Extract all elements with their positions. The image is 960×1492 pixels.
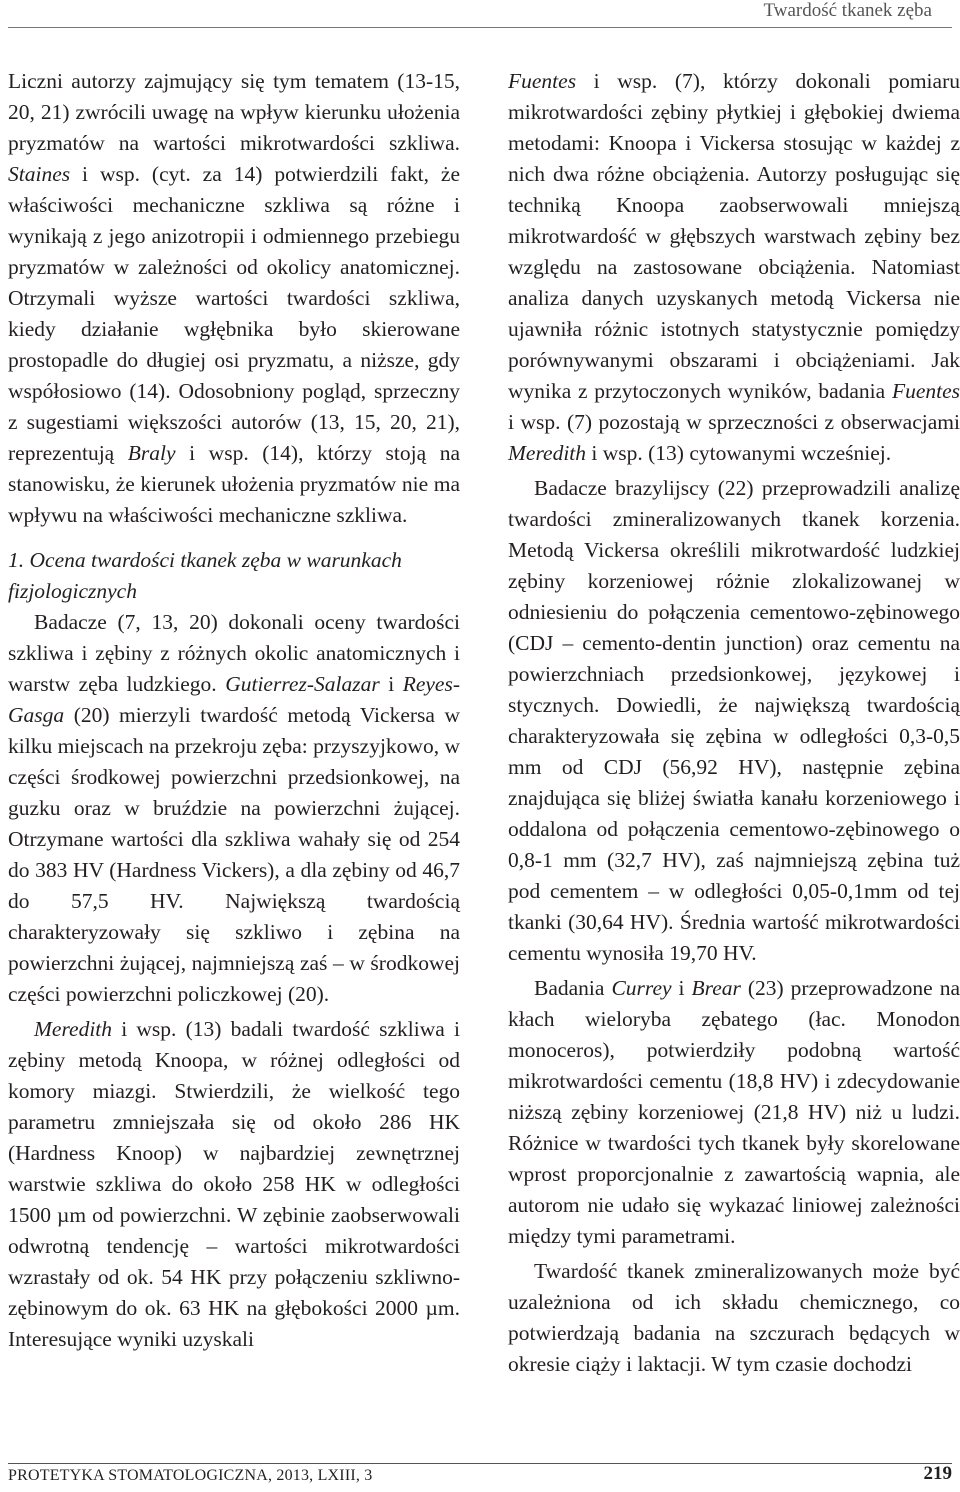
page-number: 219 bbox=[923, 1463, 952, 1484]
paragraph bbox=[8, 66, 460, 531]
italic-run: Fuentes bbox=[508, 69, 577, 93]
text-run: i bbox=[671, 976, 692, 1000]
right-column bbox=[508, 66, 960, 1380]
header-rule bbox=[8, 27, 952, 28]
section-heading: 1. Ocena twardości tkanek zęba w warunkach fizjologicznych bbox=[8, 548, 402, 603]
italic-run: Brear bbox=[691, 976, 741, 1000]
text-run: Liczni autorzy zajmujący się tym tematem (13-15, 20, 21) zwrócili uwagę na wpływ kierunku ułożenia pryzmatów na wartości mikrotwardości szkliwa. bbox=[8, 69, 460, 155]
italic-run: Meredith bbox=[34, 1017, 113, 1041]
text-run: i wsp. (13) badali twardość szkliwa i zębiny metodą Knoopa, w różnej odległości od komory miazgi. Stwierdzili, że wielkość tego parametru zmniejszała się od około 286 HK (Hardness Knoop) w najbardziej zewnętrznej warstwie szkliwa do około 258 HK w odległości 1500 µm od powierzchni. W zębinie zaobserwowali odwrotną tendencję – wartości mikrotwardości wzrastały od ok. 54 HK przy połączeniu szkliwno-zębinowym do ok. 63 HK na głębokości 2000 µm. Interesujące wyniki uzyskali bbox=[8, 1017, 460, 1351]
text-run: i wsp. (7), którzy dokonali pomiaru mikrotwardości zębiny płytkiej i głębokiej dwiema metodami: Knoopa i Vickersa stosując w każdej z nich dwa różne obciążenia. Autorzy posługując się techniką Knoopa zaobserwowali mniejszą mikrotwardość w głębszych warstwach zębiny bez względu na zastosowane obciążenia. Natomiast analiza danych uzyskanych metodą Vickersa nie ujawniła różnic istotnych statystycznie pomiędzy porównywanymi obszarami i obciążeniami. Jak wynika z przytoczonych wyników, badania bbox=[508, 69, 960, 403]
text-run: Badacze brazylijscy (22) przeprowadzili analizę twardości zmineralizowanych tkanek korzenia. Metodą Vickersa określili mikrotwardość ludzkiej zębiny korzeniowej różnie zlokalizowanej w odniesieniu do połączenia cementowo-zębinowego (CDJ – cemento-dentin junction) oraz cementu na powierzchniach przedsionkowej, językowej i stycznych. Dowiedli, że największą twardością charakteryzowała się zębina w odległości 0,3-0,5 mm od CDJ (56,92 HV), następnie zębina znajdująca się bliżej światła kanału korzeniowego i oddalona od połączenia cementowo-zębinowego o 0,8-1 mm (32,7 HV), zaś najmniejszą zębina tuż pod cementem – w odległości 0,05-0,1mm od tej tkanki (30,64 HV). Średnia wartość mikrotwardości cementu wynosiła 19,70 HV. bbox=[508, 476, 960, 965]
paragraph bbox=[508, 973, 960, 1252]
left-column bbox=[8, 66, 460, 1355]
text-run: i bbox=[379, 672, 403, 696]
paragraph bbox=[508, 1256, 960, 1380]
running-title: Twardość tkanek zęba bbox=[763, 0, 932, 21]
paragraph bbox=[8, 1014, 460, 1355]
text-run: i wsp. (14), którzy stoją na stanowisku, że kierunek ułożenia pryzmatów nie ma wpływu na właściwości mechaniczne szkliwa. bbox=[8, 441, 460, 527]
paragraph bbox=[8, 607, 460, 1010]
paragraph bbox=[508, 66, 960, 469]
text-run: Badania bbox=[534, 976, 612, 1000]
text-run: (23) przeprowadzone na kłach wieloryba zębatego (łac. Monodon monoceros), potwierdziły podobną wartość mikrotwardości cementu (18,8 HV) i zdecydowanie niższą zębiny korzeniowej (21,8 HV) niż u ludzi. Różnice w twardości tych tkanek były skorelowane wprost proporcjonalnie z zawartością wapnia, ale autorom nie udało się wykazać liniowej zależności między tymi parametrami. bbox=[508, 976, 960, 1248]
text-run: Badacze (7, 13, 20) dokonali oceny twardości szkliwa i zębiny z różnych okolic anatomicznych i warstw zęba ludzkiego. bbox=[8, 610, 460, 696]
italic-run: Meredith bbox=[508, 441, 587, 465]
italic-run: Braly bbox=[127, 441, 176, 465]
footer-rule bbox=[8, 1463, 952, 1464]
text-run: (20) mierzyli twardość metodą Vickersa w kilku miejscach na przekroju zęba: przyszyjkowo, w części środkowej powierzchni przedsionkowej, na guzku oraz w bruździe na powierzchni żującej. Otrzymane wartości dla szkliwa wahały się od 254 do 383 HV (Hardness Vickers), a dla zębiny od 46,7 do 57,5 HV. Największą twardością charakteryzowały się szkliwo i zębina na powierzchni żującej, najmniejszą zaś – w środkowej części powierzchni policzkowej (20). bbox=[8, 703, 460, 1006]
paragraph bbox=[508, 473, 960, 969]
italic-run: Staines bbox=[8, 162, 71, 186]
italic-run: Currey bbox=[611, 976, 672, 1000]
italic-run: Fuentes bbox=[891, 379, 960, 403]
text-run: i wsp. (7) pozostają w sprzeczności z obserwacjami bbox=[508, 410, 960, 434]
journal-citation: PROTETYKA STOMATOLOGICZNA, 2013, LXIII, 3 bbox=[8, 1467, 373, 1484]
italic-run: Reyes-Gasga bbox=[8, 672, 460, 727]
text-run: i wsp. (cyt. za 14) potwierdzili fakt, że właściwości mechaniczne szkliwa są różne i wynikają z jego anizotropii i odmiennego przebiegu pryzmatów w zależności od okolicy anatomicznej. Otrzymali wyższe wartości twardości szkliwa, kiedy działanie wgłębnika było skierowane prostopadle do długiej osi pryzmatu, a niższe, gdy współosiowo (14). Odosobniony pogląd, sprzeczny z sugestiami większości autorów (13, 15, 20, 21), reprezentują bbox=[8, 162, 460, 465]
italic-run: Gutierrez-Salazar bbox=[225, 672, 380, 696]
text-run: i wsp. (13) cytowanymi wcześniej. bbox=[586, 441, 892, 465]
text-run: Twardość tkanek zmineralizowanych może być uzależniona od ich składu chemicznego, co potwierdzają badania na szczurach będących w okresie ciąży i laktacji. W tym czasie dochodzi bbox=[508, 1259, 960, 1376]
